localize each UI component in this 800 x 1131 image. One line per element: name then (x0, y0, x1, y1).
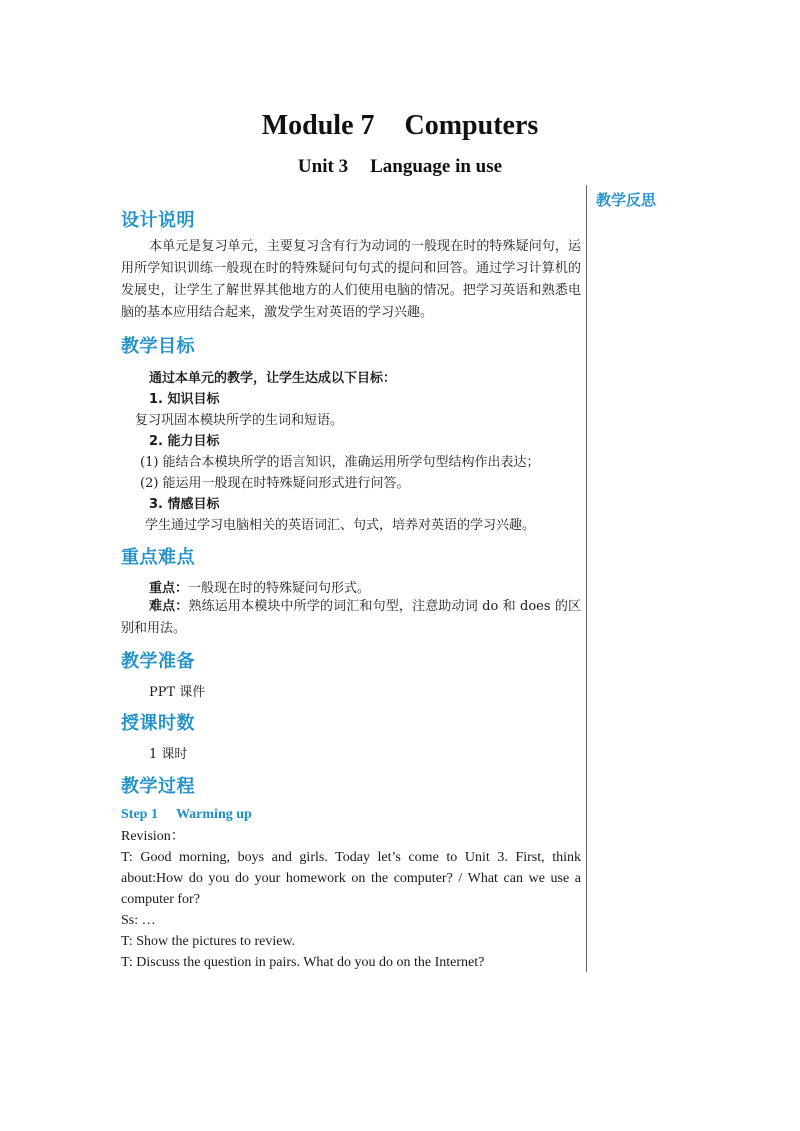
goals-heading: 教学目标 (121, 336, 195, 357)
key-point (149, 577, 370, 596)
process-line: Revision： (121, 829, 185, 844)
time-heading: 授课时数 (121, 713, 195, 734)
page-title (0, 110, 800, 142)
title-module: Module 7 (261, 110, 375, 141)
process-text (121, 826, 581, 973)
goal-knowledge-title: 1. 知识目标 (149, 392, 220, 407)
goals-intro: 通过本单元的教学，让学生达成以下目标： (149, 371, 397, 386)
goal-emotion-text: 学生通过学习电脑相关的英语词汇、句式，培养对英语的学习兴趣。 (145, 518, 536, 533)
key-point-text: 一般现在时的特殊疑问句形式。 (188, 581, 371, 596)
process-line: Ss: … (121, 913, 156, 928)
key-point-label: 重点： (149, 581, 189, 596)
step-number: Step 1 (121, 807, 158, 822)
design-text: 本单元是复习单元，主要复习含有行为动词的一般现在时的特殊疑问句，运用所学知识训练一般现在时的特殊疑问句句式的提问和回答。通过学习计算机的发展史，让学生了解世界其他地方的人们使用电脑的情况。把学习英语和熟悉电脑的基本应用结合起来，激发学生对英语的学习兴趣。 (121, 239, 581, 320)
page-subtitle (0, 156, 800, 178)
time-text: 1 课时 (149, 747, 188, 762)
difficulty-text: 熟练运用本模块中所学的词汇和句型，注意助动词 do 和 does 的区别和用法。 (121, 599, 581, 636)
process-line: T: Discuss the question in pairs. What do you do on the Internet? (121, 955, 485, 970)
goal-ability-item-1: (1) 能结合本模块所学的语言知识，准确运用所学句型结构作出表达； (140, 455, 540, 470)
process-line: T: Good morning, boys and girls. Today let’s come to Unit 3. First, think about:How do you do your homework on the computer? / What can we use a computer for? (121, 850, 581, 907)
process-heading: 教学过程 (121, 776, 195, 797)
reflection-label: 教学反思 (596, 191, 657, 209)
goal-emotion-title: 3. 情感目标 (149, 497, 220, 512)
difficulty-label: 难点： (149, 599, 189, 614)
margin-divider (586, 185, 587, 972)
process-line: T: Show the pictures to review. (121, 934, 296, 949)
goal-ability-item-2: (2) 能运用一般现在时特殊疑问形式进行问答。 (140, 476, 410, 491)
subtitle-unit: Unit 3 (297, 156, 349, 177)
keypoints-heading: 重点难点 (121, 547, 195, 568)
design-heading: 设计说明 (121, 210, 195, 231)
step-title: Warming up (175, 807, 252, 822)
step-heading (121, 807, 252, 823)
prep-heading: 教学准备 (121, 651, 195, 672)
subtitle-topic: Language in use (370, 156, 503, 177)
difficulty-point (121, 596, 581, 640)
goal-knowledge-text: 复习巩固本模块所学的生词和短语。 (135, 413, 344, 428)
title-topic: Computers (404, 110, 539, 141)
prep-text: PPT 课件 (149, 685, 206, 700)
goal-ability-title: 2. 能力目标 (149, 434, 220, 449)
